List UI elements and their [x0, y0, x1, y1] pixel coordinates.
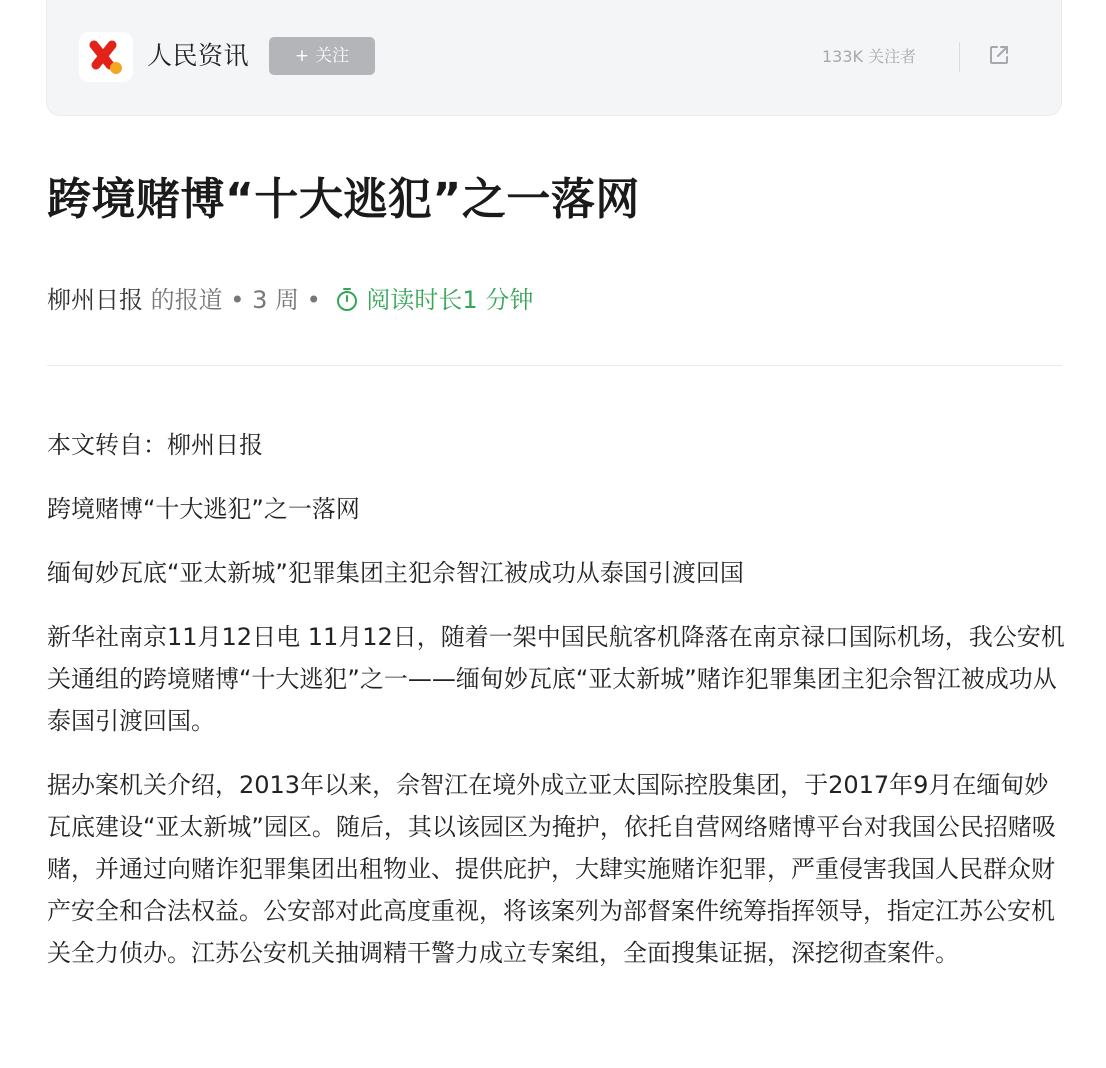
article-body [47, 424, 1067, 996]
follow-label: 关注 [315, 46, 350, 66]
read-time: 阅读时长1 分钟 [366, 286, 534, 314]
article-paragraph: 新华社南京11月12日电 11月12日，随着一架中国民航客机降落在南京禄口国际机场，我公安机关通组的跨境赌博“十大逃犯”之一——缅甸妙瓦底“亚太新城”赌诈犯罪集团主犯佘智江被成功从泰国引渡回国。 [47, 623, 1065, 735]
article-byline [47, 280, 533, 320]
channel-header [46, 0, 1062, 116]
publish-age: 3 周 [252, 286, 299, 314]
share-icon[interactable] [987, 43, 1011, 67]
reported-label: 的报道 [150, 286, 223, 314]
separator-dot: • [306, 286, 321, 314]
article-paragraph: 缅甸妙瓦底“亚太新城”犯罪集团主犯佘智江被成功从泰国引渡回国 [47, 559, 744, 587]
channel-name[interactable]: 人民资讯 [147, 41, 250, 70]
separator-dot: • [230, 286, 245, 314]
people-news-logo-icon[interactable] [79, 32, 133, 82]
follow-button[interactable] [269, 37, 375, 75]
content-divider [47, 365, 1062, 366]
header-divider [959, 42, 960, 72]
plus-icon: + [294, 46, 310, 66]
source-link[interactable]: 柳州日报 [47, 286, 143, 314]
article-paragraph: 本文转自：柳州日报 [47, 431, 263, 459]
follower-count: 133K 关注者 [822, 47, 917, 66]
article-paragraph: 据办案机关介绍，2013年以来，佘智江在境外成立亚太国际控股集团，于2017年9月在缅甸妙瓦底建设“亚太新城”园区。随后，其以该园区为掩护，依托自营网络赌博平台对我国公民招赌吸赌，并通过向赌诈犯罪集团出租物业、提供庇护，大肆实施赌诈犯罪，严重侵害我国人民群众财产安全和合法权益。公安部对此高度重视，将该案列为部督案件统筹指挥领导，指定江苏公安机关全力侦办。江苏公安机关抽调精干警力成立专案组，全面搜集证据，深挖彻查案件。 [47, 771, 1056, 967]
article-title: 跨境赌博“十大逃犯”之一落网 [47, 174, 640, 225]
timer-icon [334, 284, 360, 310]
article-paragraph: 跨境赌博“十大逃犯”之一落网 [47, 495, 360, 523]
